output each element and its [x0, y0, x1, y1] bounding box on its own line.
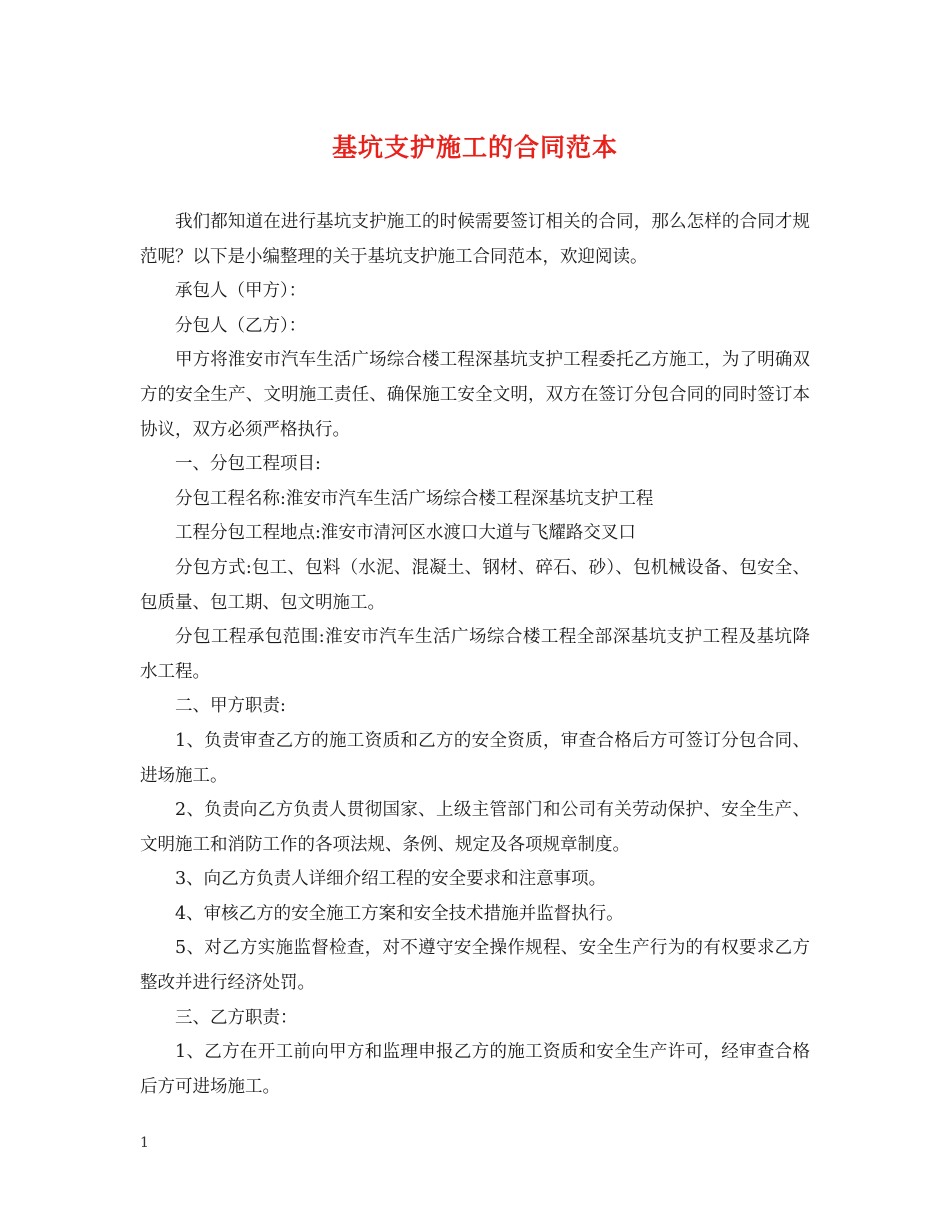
party-a-duty-5: 5、对乙方实施监督检查，对不遵守安全操作规程、安全生产行为的有权要求乙方整改并进行经济处罚。 — [140, 938, 810, 994]
paragraph-subcontract-scope: 分包工程承包范围:淮安市汽车生活广场综合楼工程全部深基坑支护工程及基坑降水工程。 — [140, 627, 810, 682]
section-heading-1: 一、分包工程项目: — [175, 454, 321, 475]
party-a-duty-1: 1、负责审查乙方的施工资质和乙方的安全资质，审查合格后方可签订分包合同、进场施工。 — [140, 730, 810, 786]
paragraph-agreement: 甲方将淮安市汽车生活广场综合楼工程深基坑支护工程委托乙方施工，为了明确双方的安全生产、文明施工责任、确保施工安全文明，双方在签订分包合同的同时签订本协议，双方必须严格执行。 — [140, 350, 810, 440]
party-a-duty-4: 4、审核乙方的安全施工方案和安全技术措施并监督执行。 — [175, 903, 624, 924]
party-a-duty-2: 2、负责向乙方负责人贯彻国家、上级主管部门和公司有关劳动保护、安全生产、文明施工和消防工作的各项法规、条例、规定及各项规章制度。 — [140, 800, 810, 855]
section-heading-3: 三、乙方职责： — [175, 1007, 298, 1028]
paragraph-subcontract-method: 分包方式:包工、包料（水泥、混凝土、钢材、碎石、砂）、包机械设备、包安全、包质量、包工期、包文明施工。 — [140, 557, 810, 613]
paragraph-project-name: 分包工程名称:淮安市汽车生活广场综合楼工程深基坑支护工程 — [175, 488, 654, 509]
party-a-duty-3: 3、向乙方负责人详细介绍工程的安全要求和注意事项。 — [175, 869, 607, 890]
party-b-duty-1: 1、乙方在开工前向甲方和监理申报乙方的施工资质和安全生产许可，经审查合格后方可进场施工。 — [140, 1042, 810, 1097]
paragraph-project-location: 工程分包工程地点:淮安市清河区水渡口大道与飞耀路交叉口 — [175, 523, 636, 544]
document-body — [140, 205, 810, 1104]
paragraph-intro: 我们都知道在进行基坑支护施工的时候需要签订相关的合同，那么怎样的合同才规范呢？以下是小编整理的关于基坑支护施工合同范本，欢迎阅读。 — [140, 212, 810, 267]
document-title: 基坑支护施工的合同范本 — [331, 133, 618, 162]
paragraph-subcontractor: 分包人（乙方）： — [175, 315, 307, 336]
paragraph-contractor: 承包人（甲方）： — [175, 281, 307, 302]
page-number: 1 — [140, 1135, 149, 1151]
section-heading-2: 二、甲方职责: — [175, 696, 286, 717]
